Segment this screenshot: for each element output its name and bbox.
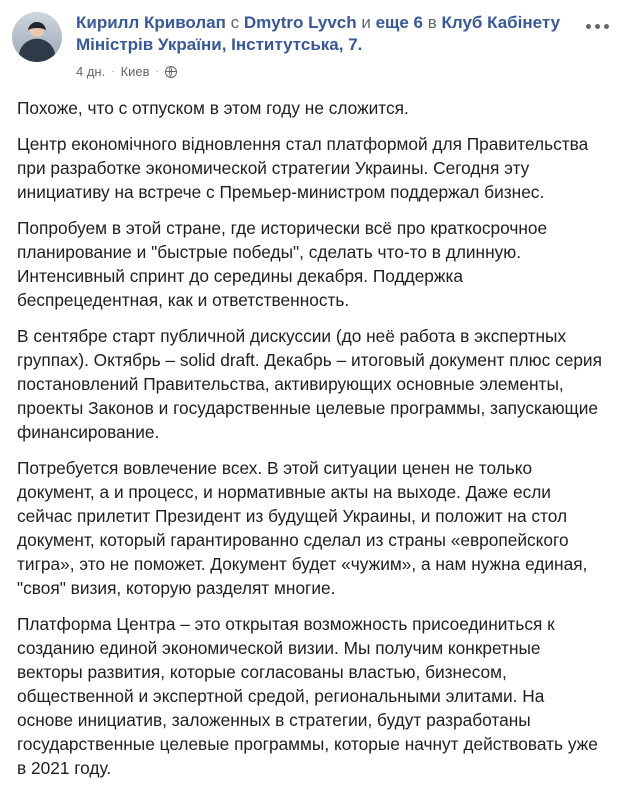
post-timestamp[interactable]: 4 дн.: [76, 64, 106, 79]
more-options-button[interactable]: [583, 16, 611, 36]
title-others-connector: и: [361, 13, 371, 32]
author-name-link[interactable]: Кирилл Криволап: [76, 13, 226, 32]
post-paragraph: Центр економічного відновлення стал платформой для Правительства при разработке экономической стратегии Украины. Сегодня эту инициативу на встрече с Премьер-министром поддержал бизнес.: [17, 134, 589, 202]
more-dot-icon: [586, 24, 591, 29]
post-content: [17, 96, 603, 792]
post-paragraph: Попробуем в этой стране, где исторически всё про краткосрочное планирование и "быстрые победы", сделать что-то в длинную. Интенсивный спринт до середины декабря. Поддержка беспрецедентная, как и ответственность.: [17, 218, 548, 310]
post-paragraph: В сентябре старт публичной дискуссии (до неё работа в экспертных группах). Октябрь – solid draft. Декабрь – итоговый документ плюс серия постановлений Правительства, активирующих основные элементы, проекты Законов и государственные целевые программы, запускающие финансирование.: [17, 326, 602, 442]
post-location[interactable]: Киев: [120, 64, 150, 79]
more-dot-icon: [604, 24, 609, 29]
tagged-person-link[interactable]: Dmytro Lyvch: [243, 13, 357, 32]
post-meta: [76, 64, 567, 79]
place-link[interactable]: Клуб Кабінету Міністрів України, Інститутська, 7.: [76, 13, 561, 54]
post-header-text: [76, 12, 567, 79]
tagged-others-link[interactable]: еще 6: [375, 13, 424, 32]
globe-icon[interactable]: [165, 66, 177, 78]
post-title: [76, 12, 567, 56]
meta-separator: ·: [111, 66, 115, 77]
meta-separator-2: ·: [155, 66, 159, 77]
post-paragraph: Потребуется вовлечение всех. В этой ситуации ценен не только документ, а и процесс, и нормативные акты на выходе. Даже если сейчас прилетит Президент из будущей Украины, и положит на стол документ, который гарантированно сделал из страны «европейского тигра», это не поможет. Документ будет «чужим», а нам нужна единая, "своя" визия, которую разделят многие.: [17, 458, 588, 598]
title-place-connector: в: [427, 13, 437, 32]
author-avatar[interactable]: [12, 12, 62, 62]
post-paragraph: Платформа Центра – это открытая возможность присоединиться к созданию единой экономической визии. Мы получим конкретные векторы развития, которые согласованы властью, бизнесом, общественной и экспертной средой, региональными элитами. На основе инициатив, заложенных в стратегии, будут разработаны государственные целевые программы, которые начнут действовать уже в 2021 году.: [17, 614, 598, 778]
title-connector: с: [230, 13, 240, 32]
post-paragraph: Похоже, что с отпуском в этом году не сложится.: [17, 98, 409, 118]
more-dot-icon: [595, 24, 600, 29]
post-header: [12, 12, 611, 92]
